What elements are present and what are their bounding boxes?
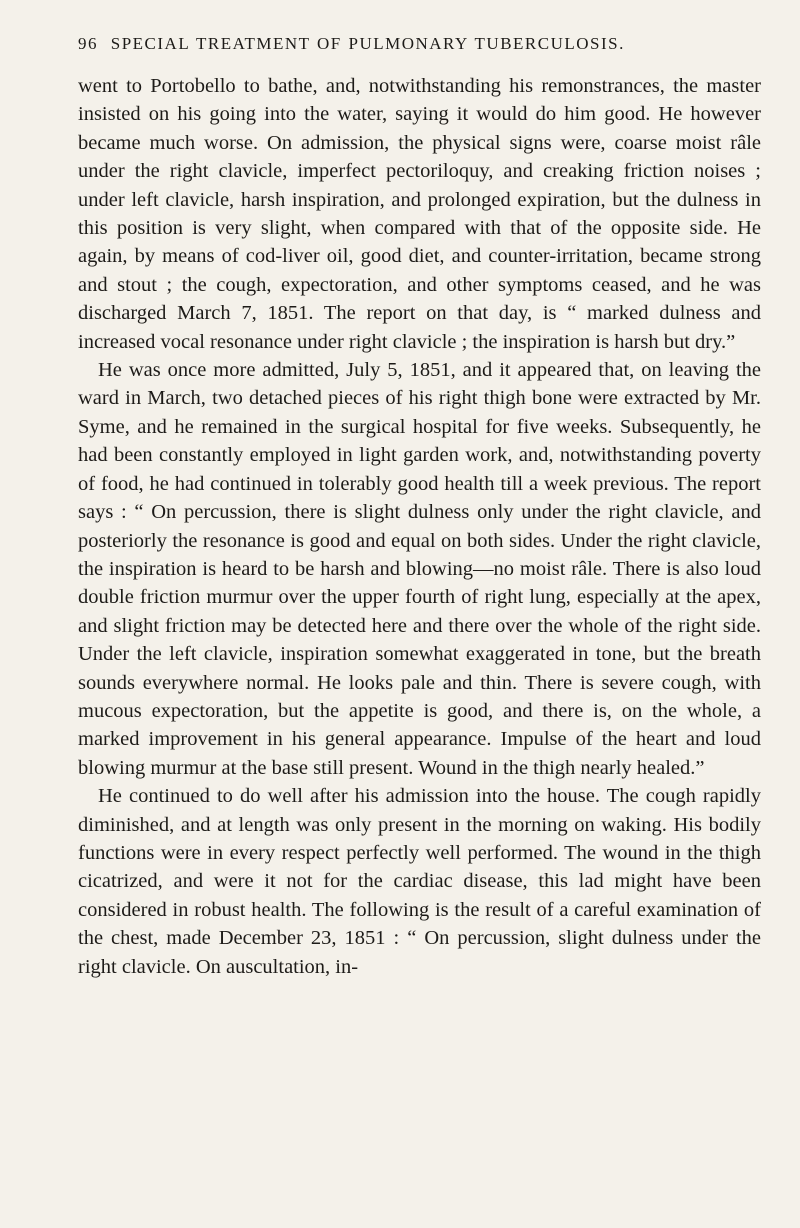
- body-text: [78, 72, 761, 981]
- paragraph-continued: went to Portobello to bathe, and, notwithstanding his remonstrances, the master insisted on his going into the water, saying it would do him good. He however became much worse. On admission, the physical signs were, coarse moist râle under the right clavicle, imperfect pectoriloquy, and creaking friction noises ; under left clavicle, harsh inspiration, and prolonged expiration, but the dulness in this position is very slight, when compared with that of the opposite side. He again, by means of cod-liver oil, good diet, and counter-irritation, became strong and stout ; the cough, expectoration, and other symptoms ceased, and he was discharged March 7, 1851. The report on that day, is “ marked dulness and increased vocal resonance under right clavicle ; the inspiration is harsh but dry.”: [78, 75, 761, 353]
- running-title: SPECIAL TREATMENT OF PULMONARY TUBERCULOSIS.: [110, 34, 625, 53]
- paragraph-readmission: He was once more admitted, July 5, 1851, and it appeared that, on leaving the ward in March, two detached pieces of his right thigh bone were extracted by Mr. Syme, and he remained in the surgical hospital for five weeks. Subsequently, he had been constantly employed in light garden work, and, notwithstanding poverty of food, he had continued in tolerably good health till a week previous. The report says : “ On percussion, there is slight dulness only under the right clavicle, and posteriorly the resonance is good and equal on both sides. Under the right clavicle, the inspiration is heard to be harsh and blowing—no moist râle. There is also loud double friction murmur over the upper fourth of right lung, especially at the apex, and slight friction may be detected here and there over the whole of the right side. Under the left clavicle, inspiration somewhat exaggerated in tone, but the breath sounds everywhere normal. He looks pale and thin. There is severe cough, with mucous expectoration, but the appetite is good, and there is, on the whole, a marked improvement in his general appearance. Impulse of the heart and loud blowing murmur at the base still present. Wound in the thigh nearly healed.”: [78, 359, 761, 779]
- page-number: 96: [78, 34, 98, 53]
- running-head: [78, 30, 761, 58]
- paragraph-recovery: He continued to do well after his admission into the house. The cough rapidly diminished, and at length was only present in the morning on waking. His bodily functions were in every respect perfectly well performed. The wound in the thigh cicatrized, and were it not for the cardiac disease, this lad might have been considered in robust health. The following is the result of a careful examination of the chest, made December 23, 1851 : “ On percussion, slight dulness under the right clavicle. On auscultation, in-: [78, 785, 761, 978]
